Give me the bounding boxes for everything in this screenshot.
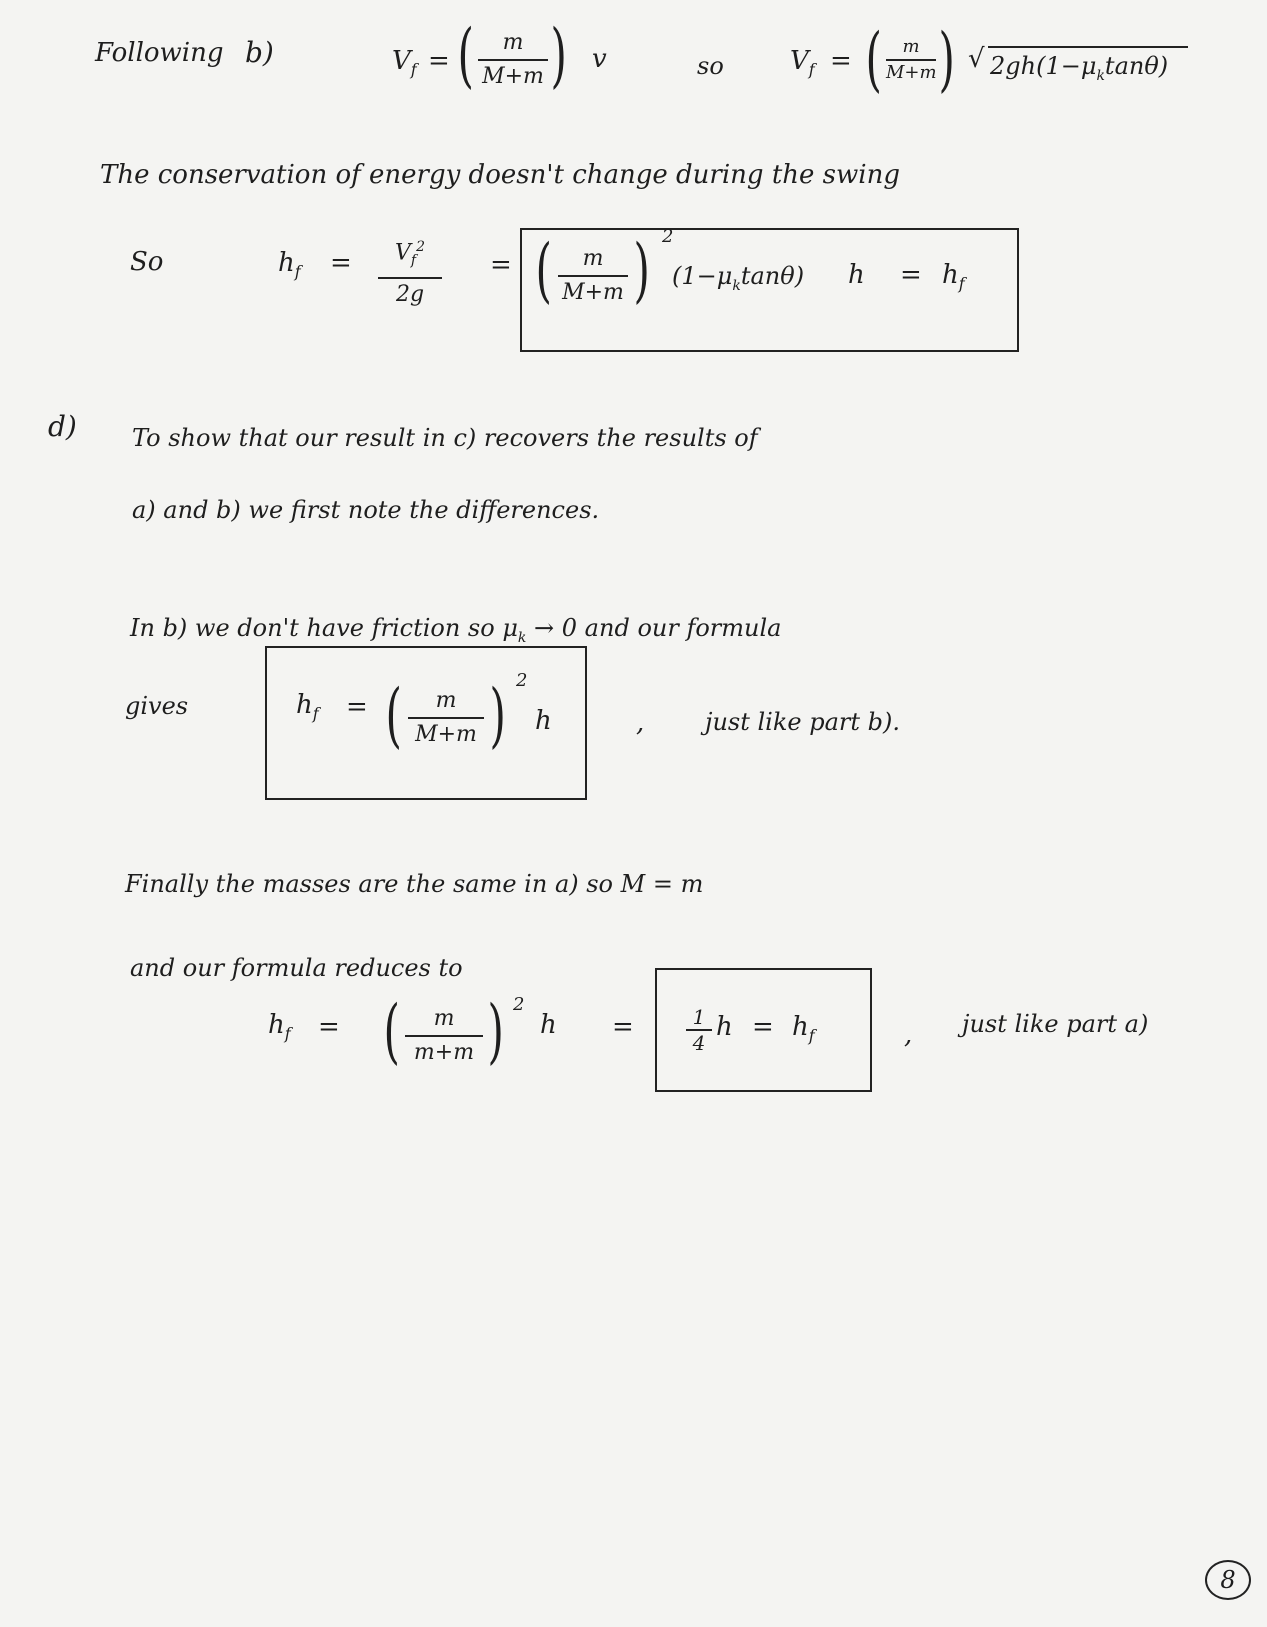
mass-ratio-fraction-4 (408, 686, 484, 750)
so-text: so (697, 52, 724, 80)
quarter-denominator: 4 (692, 1031, 706, 1055)
conservation-sentence: The conservation of energy doesn't change during the swing (100, 160, 900, 190)
finally-line: Finally the masses are the same in a) so M = m (125, 870, 704, 898)
hf-symbol-3: $h_f$ (296, 690, 319, 724)
vf-squared: $V_f^2$ (395, 239, 425, 269)
close-paren: ) (550, 14, 567, 96)
close-paren-2: ) (938, 18, 955, 100)
equals-sign-9: = (752, 1012, 774, 1042)
fraction-denominator: M+m (482, 64, 544, 89)
fraction-denominator-5: m+m (413, 1040, 475, 1065)
hf-symbol: $h_f$ (278, 248, 301, 282)
equals-sign-3: = (330, 248, 352, 278)
hf-symbol-2: $h_f$ (942, 260, 965, 294)
fraction-numerator-2: m (902, 36, 920, 57)
vf-symbol: $V_f$ (392, 46, 417, 80)
h-symbol-3: h (540, 1010, 557, 1040)
open-paren-2: ( (865, 18, 882, 100)
close-paren-5: ) (487, 990, 504, 1072)
mass-ratio-fraction (478, 28, 548, 92)
square-exponent-3: 2 (513, 994, 525, 1015)
equals-sign-6: = (346, 692, 368, 722)
v-symbol: v (592, 44, 607, 74)
just-like-part-a: just like part a) (962, 1010, 1149, 1038)
mass-ratio-fraction-2 (886, 36, 936, 84)
square-exponent-2: 2 (516, 670, 528, 691)
hf-symbol-4: $h_f$ (268, 1010, 291, 1044)
page-number: 8 (1205, 1560, 1251, 1600)
hf-symbol-5: $h_f$ (792, 1012, 815, 1046)
part-d-label: d) (48, 410, 77, 443)
and-our-formula-line: and our formula reduces to (130, 954, 463, 982)
fraction-numerator-4: m (435, 688, 457, 713)
fraction-denominator-2: M+m (886, 62, 937, 83)
two-g: 2g (395, 281, 425, 307)
in-b-line: In b) we don't have friction so $\mu_k \to 0$ and our formula (130, 614, 782, 646)
part-d-line-2: a) and b) we first note the differences. (132, 496, 600, 524)
friction-factor: $(1-\mu_k\tan\theta)$ (672, 262, 805, 294)
mass-ratio-fraction-5 (405, 1004, 483, 1068)
equals-sign-8: = (612, 1012, 634, 1042)
quarter-numerator: 1 (692, 1005, 706, 1029)
equals-sign-2: = (830, 46, 852, 76)
square-exponent: 2 (662, 226, 674, 247)
one-quarter-fraction (686, 1006, 712, 1054)
mass-ratio-fraction-3 (558, 244, 628, 308)
comma-2: , (904, 1020, 913, 1050)
equals-sign-5: = (900, 260, 922, 290)
open-paren: ( (457, 14, 474, 96)
fraction-numerator-3: m (582, 246, 604, 271)
velocity-squared-over-2g (378, 232, 442, 310)
equals-sign-7: = (318, 1012, 340, 1042)
open-paren-3: ( (535, 229, 552, 311)
h-symbol-2: h (535, 706, 552, 736)
fraction-numerator: m (502, 30, 524, 55)
sqrt-symbol: √ (968, 44, 985, 74)
fraction-denominator-4: M+m (415, 722, 477, 747)
so-capital: So (130, 247, 164, 277)
h-symbol: h (848, 260, 865, 290)
open-paren-5: ( (383, 990, 400, 1072)
sqrt-bar (988, 46, 1188, 48)
equals-sign: = (428, 46, 450, 76)
following-text: Following (95, 38, 224, 68)
fraction-numerator-5: m (433, 1006, 455, 1031)
gives-text: gives (125, 692, 189, 720)
open-paren-4: ( (385, 674, 402, 756)
part-d-line-1: To show that our result in c) recovers the results of (132, 424, 758, 452)
sqrt-expression: $2gh(1-\mu_k\tan\theta)$ (990, 52, 1169, 84)
just-like-part-b: just like part b). (705, 708, 900, 736)
part-b-label: b) (245, 36, 274, 69)
equals-sign-4: = (490, 250, 512, 280)
close-paren-3: ) (633, 229, 650, 311)
vf-symbol-2: $V_f$ (790, 46, 815, 80)
fraction-denominator-3: M+m (562, 280, 624, 305)
h-symbol-4: h (716, 1012, 733, 1042)
close-paren-4: ) (489, 674, 506, 756)
comma-1: , (636, 708, 645, 738)
